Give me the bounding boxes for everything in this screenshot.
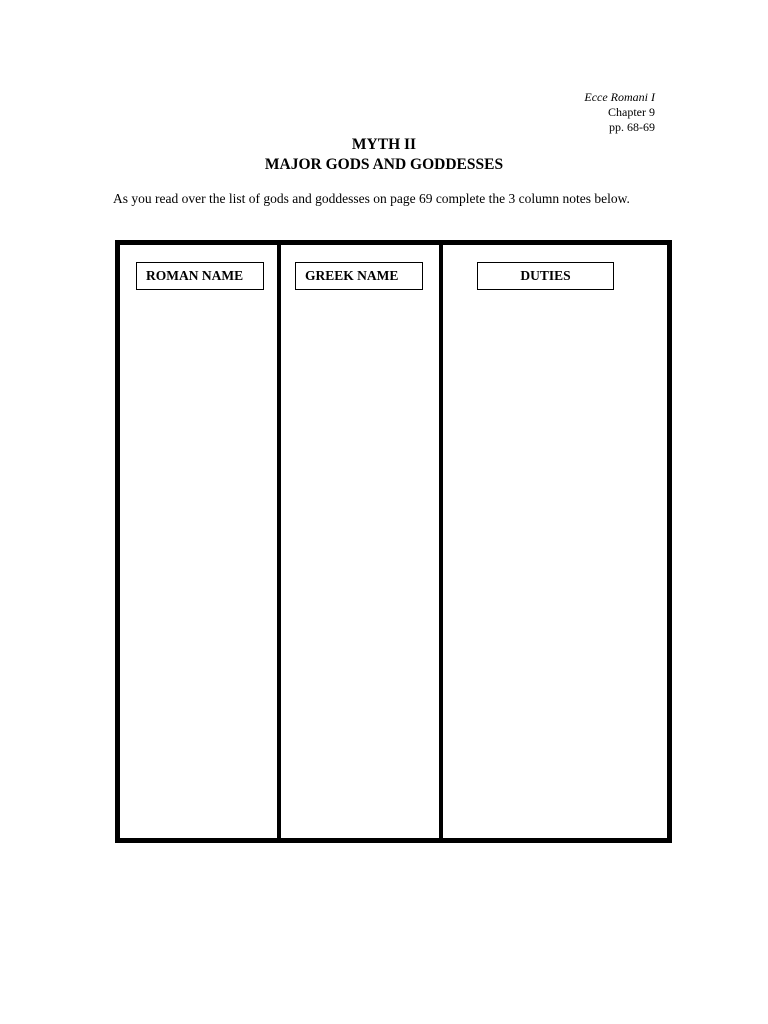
page-range: pp. 68-69 — [609, 120, 655, 134]
reference-block — [584, 90, 655, 135]
worksheet-title — [0, 135, 768, 175]
instructions-text: As you read over the list of gods and goddesses on page 69 complete the 3 column notes below. — [113, 191, 630, 206]
title-line-2: MAJOR GODS AND GODDESSES — [264, 156, 504, 173]
title-line-1: MYTH II — [351, 136, 417, 153]
duties-header: DUTIES — [477, 262, 614, 290]
greek-name-header: GREEK NAME — [295, 262, 423, 290]
greek-name-column[interactable] — [281, 245, 443, 838]
roman-name-column[interactable] — [120, 245, 281, 838]
three-column-notes-table — [115, 240, 672, 843]
chapter-label: Chapter 9 — [608, 105, 655, 119]
duties-column[interactable] — [443, 245, 667, 838]
roman-name-header: ROMAN NAME — [136, 262, 264, 290]
book-title: Ecce Romani I — [584, 90, 655, 104]
